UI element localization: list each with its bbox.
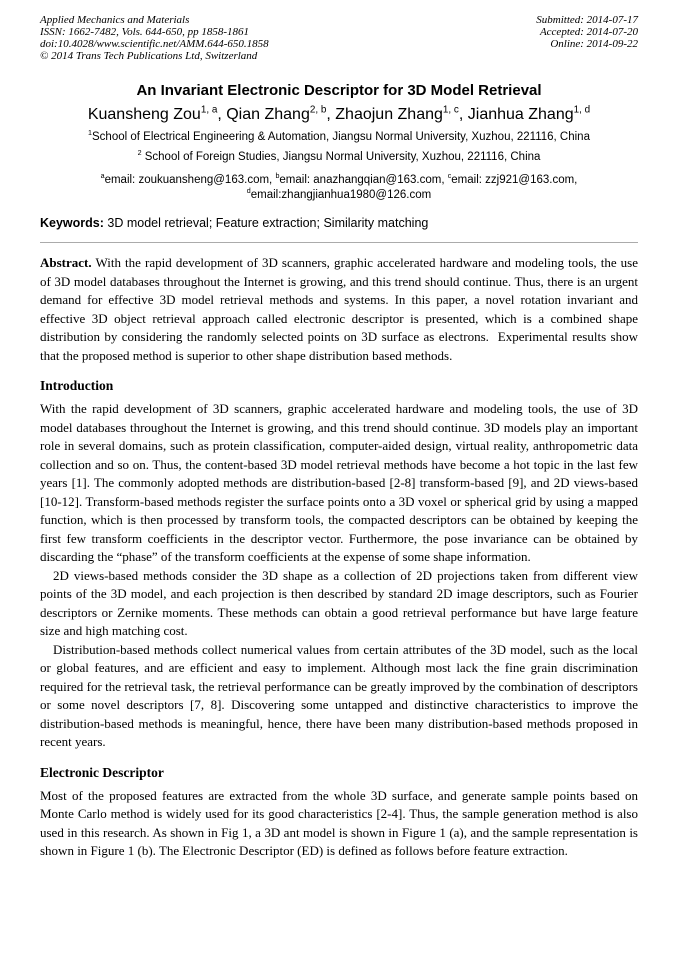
- paragraph: Distribution-based methods collect numerical values from certain attributes of the 3D model, such as the local or global features, and are efficient and easy to implement. Although most lack the fine grain discrimination required for the retrieval task, the retrieval performance can be greatly improved by the combination of descriptors or some novel descriptors [7, 8]. Discovering some untapped and distinctive characteristics to improve the distribution-based methods is meaningful, hence, there have been many distribution-based methods proposed in recent years.: [40, 641, 638, 749]
- keywords-line: [40, 216, 638, 231]
- section-introduction: [40, 378, 638, 752]
- affiliation-line: $^2$ School of Foreign Studies, Jiangsu Normal University, Xuzhou, 221116, China: [137, 149, 541, 163]
- author-affiliation-ref: 1, c: [442, 104, 459, 116]
- journal-info-line: © 2014 Trans Tech Publications Ltd, Switzerland: [40, 50, 258, 62]
- email-ref: d: [246, 187, 251, 196]
- keywords-text: 3D model retrieval; Feature extraction; Similarity matching: [107, 216, 429, 230]
- section-electronic-descriptor: [40, 765, 638, 861]
- abstract: [40, 254, 638, 365]
- email-ref: c: [447, 172, 452, 181]
- affiliation-number: 2: [137, 149, 142, 158]
- submission-dates: [536, 14, 638, 50]
- author-name: Kuansheng Zou: [87, 106, 201, 123]
- submission-date-line: Online: 2014-09-22: [550, 38, 638, 50]
- email-block: [40, 173, 638, 203]
- paragraph: With the rapid development of 3D scanners, graphic accelerated hardware and modeling tools, the use of 3D model databases throughout the Internet is growing, and this trend should continue. 3D models play an important role in several domains, such as protein classification, computer-aided design, virtual reality, anthropometric data collection and so on. Thus, the content-based 3D model retrieval methods have become a hot topic in the last few years [1]. The commonly adopted methods are distribution-based [2-8] transform-based [9], and 2D views-based [10-12]. Transform-based methods register the surface points onto a 3D voxel or spherical grid by using a mapped function, which is then processed by transform tools, the compacted descriptors can be obtained by keeping the first few transform coefficients in the descriptor vector. Furthermore, the pose invariance can be obtained by discarding the “phase” of the transform coefficients at the expense of some shape information.: [40, 401, 638, 564]
- affiliations: [40, 131, 638, 164]
- journal-info-line: Applied Mechanics and Materials: [40, 14, 190, 26]
- paragraph: 2D views-based methods consider the 3D shape as a collection of 2D projections taken from different view points of the 3D model, and each projection is then described by standard 2D image descriptors, such as Fourier descriptors or Zernike moments. These methods can obtain a good retrieval performance but have large feature size and high matching cost.: [40, 567, 638, 638]
- sections-container: [40, 378, 638, 861]
- journal-info-line: ISSN: 1662-7482, Vols. 644-650, pp 1858-1861: [40, 26, 249, 38]
- journal-info: [40, 14, 269, 62]
- email-line: $^a$email: zoukuansheng@163.com, $^b$email: anazhangqian@163.com, $^c$email: zzj921@163.com,: [100, 172, 578, 186]
- affiliation-line: $^1$School of Electrical Engineering & Automation, Jiangsu Normal University, Xuzhou, 221116, China: [88, 129, 590, 143]
- abstract-label: Abstract.: [40, 255, 92, 270]
- page-header: [40, 14, 638, 62]
- author-name: Zhaojun Zhang: [335, 106, 443, 123]
- submission-date-line: Accepted: 2014-07-20: [539, 26, 638, 38]
- email-ref: a: [100, 172, 105, 181]
- abstract-text: With the rapid development of 3D scanners, graphic accelerated hardware and modeling tools, the use of 3D model databases throughout the Internet is growing, and this trend should continue. Thus, there is an urgent demand for effective 3D model retrieval methods and systems. In this paper, a novel rotation invariant and effective 3D object retrieval approach called electronic descriptor is presented, which is a combined shape distribution by considering the randomly selected points on 3D surface as electrons. Experimental results show that the proposed method is superior to other shape distribution based methods.: [40, 255, 639, 363]
- header-divider: [40, 242, 638, 243]
- author-name: Jianhua Zhang: [467, 106, 574, 123]
- section-heading: Introduction: [40, 378, 114, 393]
- email-line: $^d$email:zhangjianhua1980@126.com: [246, 187, 432, 201]
- affiliation-number: 1: [88, 129, 92, 138]
- paper-title: An Invariant Electronic Descriptor for 3D Model Retrieval: [136, 82, 542, 99]
- author-affiliation-ref: 1, a: [200, 104, 218, 116]
- keywords-label: Keywords:: [40, 216, 104, 230]
- email-ref: b: [275, 172, 280, 181]
- paragraph: Most of the proposed features are extracted from the whole 3D surface, and generate sample points based on Monte Carlo method is widely used for its good characteristics [2-4]. Thus, the sample generation method is also used in this research. As shown in Fig 1, a 3D ant model is shown in Figure 1 (a), and the sample representation is shown in Figure 1 (b). The Electronic Descriptor (ED) is defined as follows before feature extraction.: [40, 787, 638, 858]
- author-list: Kuansheng Zou$^{1, a}$, Qian Zhang$^{2, b}$, Zhaojun Zhang$^{1, c}$, Jianhua Zhang$^{1, d}$: [87, 104, 591, 123]
- journal-info-line: doi:10.4028/www.scientific.net/AMM.644-650.1858: [40, 38, 269, 50]
- author-affiliation-ref: 2, b: [309, 104, 327, 116]
- submission-date-line: Submitted: 2014-07-17: [536, 14, 638, 26]
- section-heading: Electronic Descriptor: [40, 764, 164, 780]
- author-affiliation-ref: 1, d: [573, 104, 591, 116]
- author-name: Qian Zhang: [226, 106, 310, 123]
